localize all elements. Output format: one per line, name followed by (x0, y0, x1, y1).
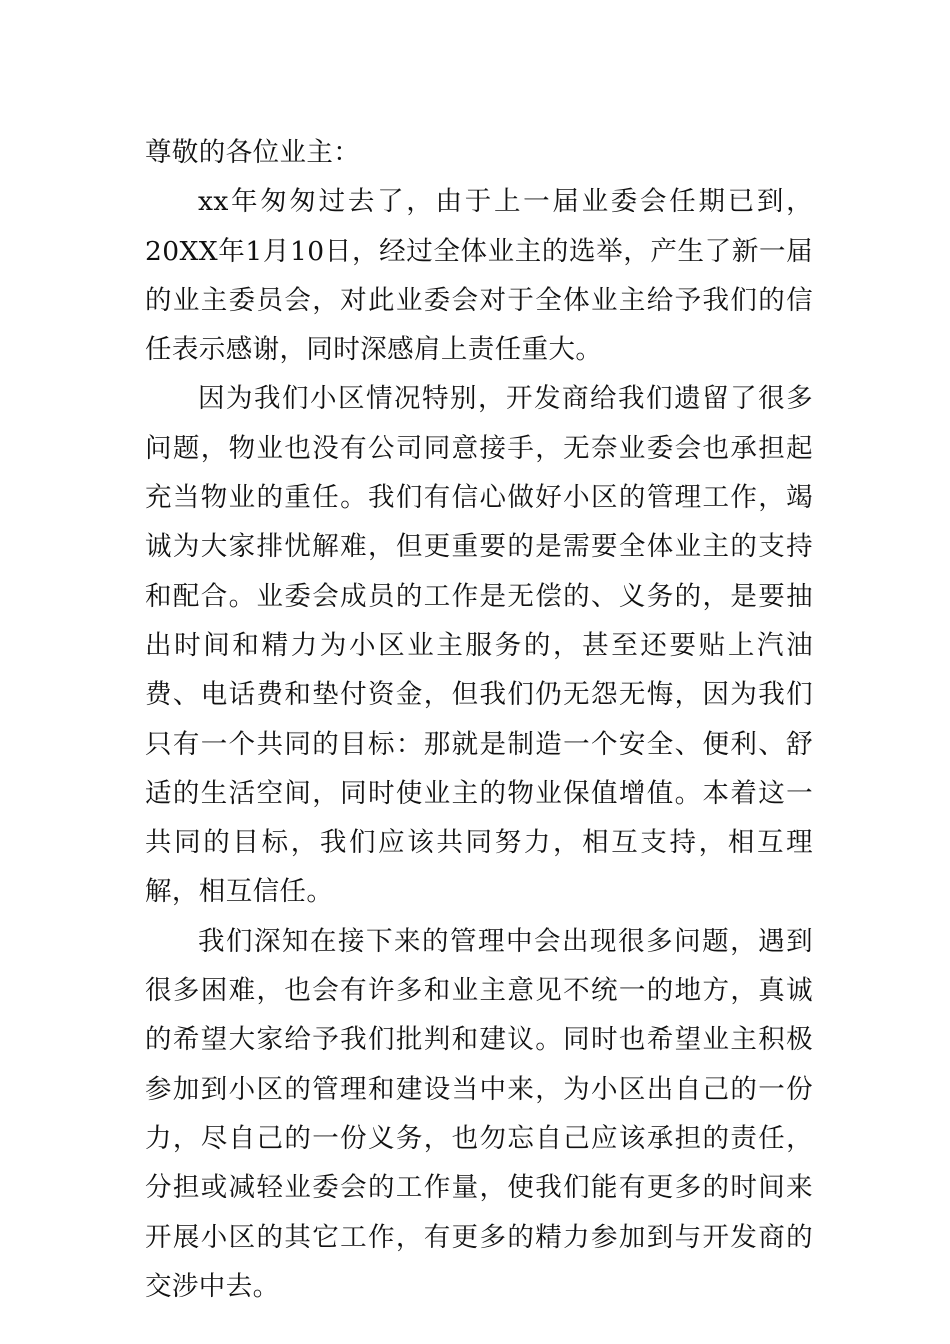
paragraph-3: 我们深知在接下来的管理中会出现很多问题，遇到很多困难，也会有许多和业主意见不统一的地方，真诚的希望大家给予我们批判和建议。同时也希望业主积极参加到小区的管理和建设当中来，为小区出自己的一份力，尽自己的一份义务，也勿忘自己应该承担的责任，分担或减轻业委会的工作量，使我们能有更多的时间来开展小区的其它工作，有更多的精力参加到与开发商的交涉中去。 (145, 925, 813, 1302)
paragraph-2: 因为我们小区情况特别，开发商给我们遗留了很多问题，物业也没有公司同意接手，无奈业委会也承担起充当物业的重任。我们有信心做好小区的管理工作，竭诚为大家排忧解难，但更重要的是需要全体业主的支持和配合。业委会成员的工作是无偿的、义务的，是要抽出时间和精力为小区业主服务的，甚至还要贴上汽油费、电话费和垫付资金，但我们仍无怨无悔，因为我们只有一个共同的目标：那就是制造一个安全、便利、舒适的生活空间，同时使业主的物业保值增值。本着这一共同的目标，我们应该共同努力，相互支持，相互理解，相互信任。 (145, 383, 813, 908)
letter-body (145, 128, 813, 1311)
paragraph-1: xx年匆匆过去了，由于上一届业委会任期已到，20XX年1月10日，经过全体业主的选举，产生了新一届的业主委员会，对此业委会对于全体业主给予我们的信任表示感谢，同时深感肩上责任重大。 (145, 186, 813, 366)
salutation: 尊敬的各位业主： (145, 137, 361, 168)
